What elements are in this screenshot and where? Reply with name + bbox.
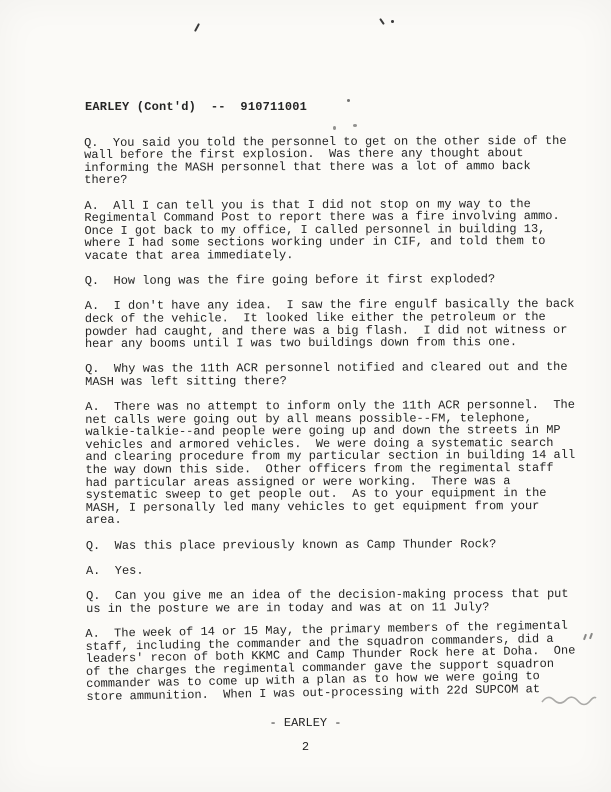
page-number: 2 bbox=[301, 740, 310, 754]
document-body bbox=[84, 122, 592, 704]
qa-paragraph-q: Q. You said you told the personnel to get on the other side of the wall before the first explosion. Was there any thought about informing the MASH personnel that there was a lot of ammo back there? bbox=[84, 133, 567, 188]
footer-name: - EARLEY - bbox=[269, 716, 342, 730]
qa-paragraph-q: Q. Why was the 11th ACR personnel notified and cleared out and the MASH was left sitting there? bbox=[85, 360, 568, 389]
scan-artifact bbox=[391, 20, 394, 23]
qa-paragraph-a: A. All I can tell you is that I did not stop on my way to the Regimental Command Post to report there was a fire involving ammo. Once I got back to my office, I called personnel in building 13, where I had some sections working under in CIF, and told them to vacate that area immediately. bbox=[84, 196, 560, 263]
scan-artifact bbox=[347, 99, 350, 102]
document-header: EARLEY (Cont'd) -- 910711001 bbox=[85, 100, 308, 114]
qa-paragraph-a: A. The week of 14 or 15 May, the primary members of the regimental staff, including the commander and the squadron commanders, did a leaders' recon of both KKMC and Camp Thunder Rock here at Doha. One of the charges the regimental commander gave the support squadron commander was to come up with a plan as to how we were going to store ammunition. When I was out-processing with 22d SUPCOM at bbox=[85, 618, 576, 704]
scan-artifact bbox=[379, 18, 385, 25]
scan-artifact bbox=[194, 23, 200, 32]
qa-paragraph-q: Q. Can you give me an idea of the decision-making process that put us in the posture we are in today and was at on 11 July? bbox=[86, 586, 569, 616]
qa-paragraph-q: Q. How long was the fire going before it first exploded? bbox=[84, 272, 496, 289]
qa-paragraph-a: A. I don't have any idea. I saw the fire engulf basically the back deck of the vehicle. It looked like either the petroleum or the powder had caught, and there was a big flash. I did not witness or hear any booms until I was two buildings down from this one. bbox=[84, 297, 575, 352]
qa-paragraph-q: Q. Was this place previously known as Camp Thunder Rock? bbox=[85, 536, 497, 553]
qa-paragraph-a: A. Yes. bbox=[85, 563, 144, 578]
qa-paragraph-a: A. There was no attempt to inform only the 11th ACR personnel. The net calls were going out by all means possible--FM, telephone, walkie-talkie--and people were going up and down the streets in MP vehicles and armored vehicles. We were doing a systematic search and clearing procedure from my particular section in building 14 all the way down this side. Other officers from the regimental staff had particular areas assigned or were working. There was a systematic sweep to get people out. As to your equipment in the MASH, I personally led many vehicles to get equipment from your area. bbox=[85, 397, 576, 528]
